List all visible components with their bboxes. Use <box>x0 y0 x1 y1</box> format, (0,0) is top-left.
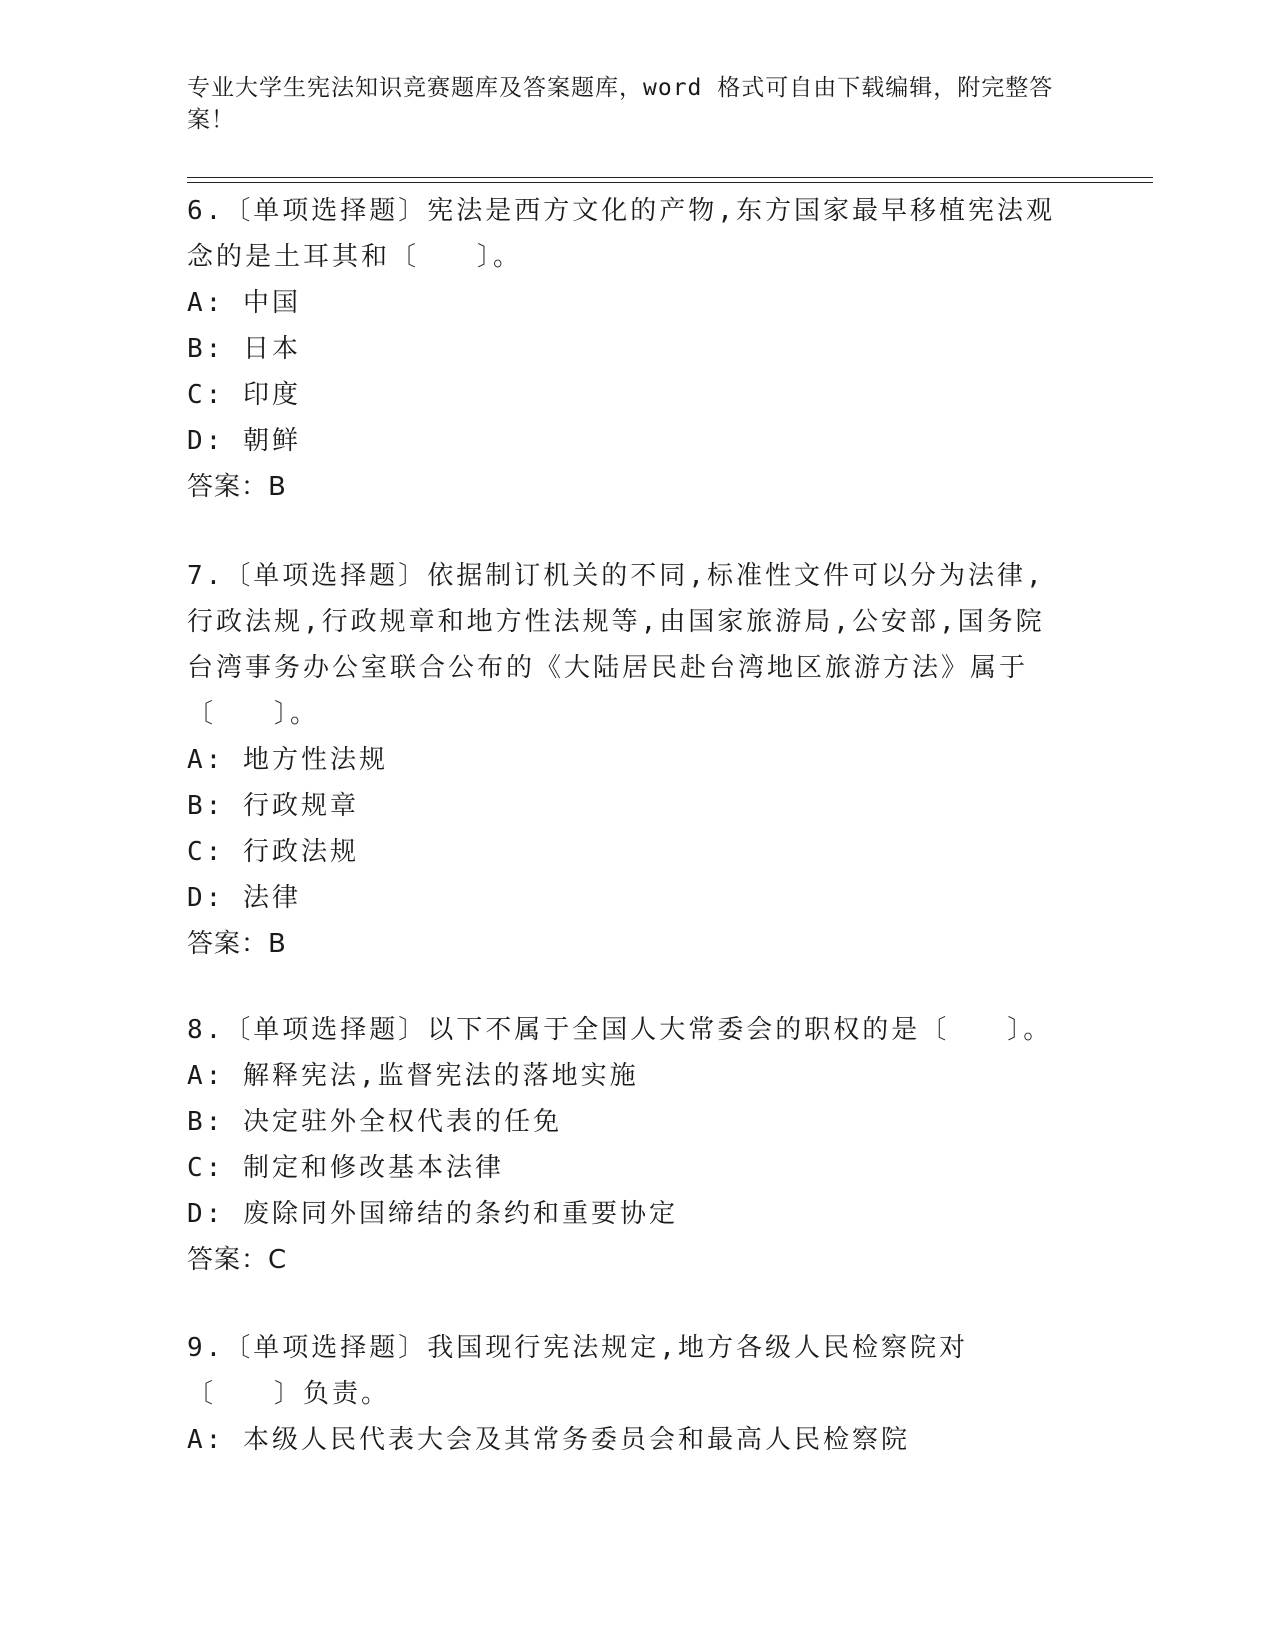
question-7 <box>187 553 1067 967</box>
option-a: A: 地方性法规 <box>187 745 388 775</box>
option-c: C: 制定和修改基本法律 <box>187 1153 504 1183</box>
option-a: A: 本级人民代表大会及其常务委员会和最高人民检察院 <box>187 1425 910 1455</box>
option-d: D: 废除同外国缔结的条约和重要协定 <box>187 1199 678 1229</box>
option-a: A: 解释宪法,监督宪法的落地实施 <box>187 1061 639 1091</box>
option-d: D: 法律 <box>187 883 301 913</box>
option-b: B: 决定驻外全权代表的任免 <box>187 1107 562 1137</box>
answer-line: 答案：B <box>187 929 287 959</box>
option-b: B: 日本 <box>187 334 301 364</box>
option-c: C: 行政法规 <box>187 837 359 867</box>
question-stem: 6.〔单项选择题〕宪法是西方文化的产物,东方国家最早移植宪法观念的是土耳其和〔 〕。 <box>187 196 1055 272</box>
question-6 <box>187 188 1067 510</box>
question-8 <box>187 1007 1067 1283</box>
option-d: D: 朝鲜 <box>187 426 301 456</box>
option-b: B: 行政规章 <box>187 791 359 821</box>
answer-line: 答案：C <box>187 1245 288 1275</box>
question-stem: 8.〔单项选择题〕以下不属于全国人大常委会的职权的是〔 〕。 <box>187 1015 1053 1045</box>
header-divider-top <box>187 177 1153 178</box>
question-9 <box>187 1325 1067 1463</box>
header-divider-bottom <box>187 182 1153 183</box>
option-a: A: 中国 <box>187 288 301 318</box>
question-stem: 7.〔单项选择题〕依据制订机关的不同,标准性文件可以分为法律,行政法规,行政规章和地方性法规等,由国家旅游局,公安部,国务院台湾事务办公室联合公布的《大陆居民赴台湾地区旅游方法》属于〔 〕。 <box>187 561 1045 729</box>
document-header-title: 专业大学生宪法知识竞赛题库及答案题库，word 格式可自由下载编辑，附完整答案！ <box>187 75 1054 133</box>
option-c: C: 印度 <box>187 380 301 410</box>
answer-line: 答案：B <box>187 472 287 502</box>
question-stem: 9.〔单项选择题〕我国现行宪法规定,地方各级人民检察院对〔 〕负责。 <box>187 1333 968 1409</box>
